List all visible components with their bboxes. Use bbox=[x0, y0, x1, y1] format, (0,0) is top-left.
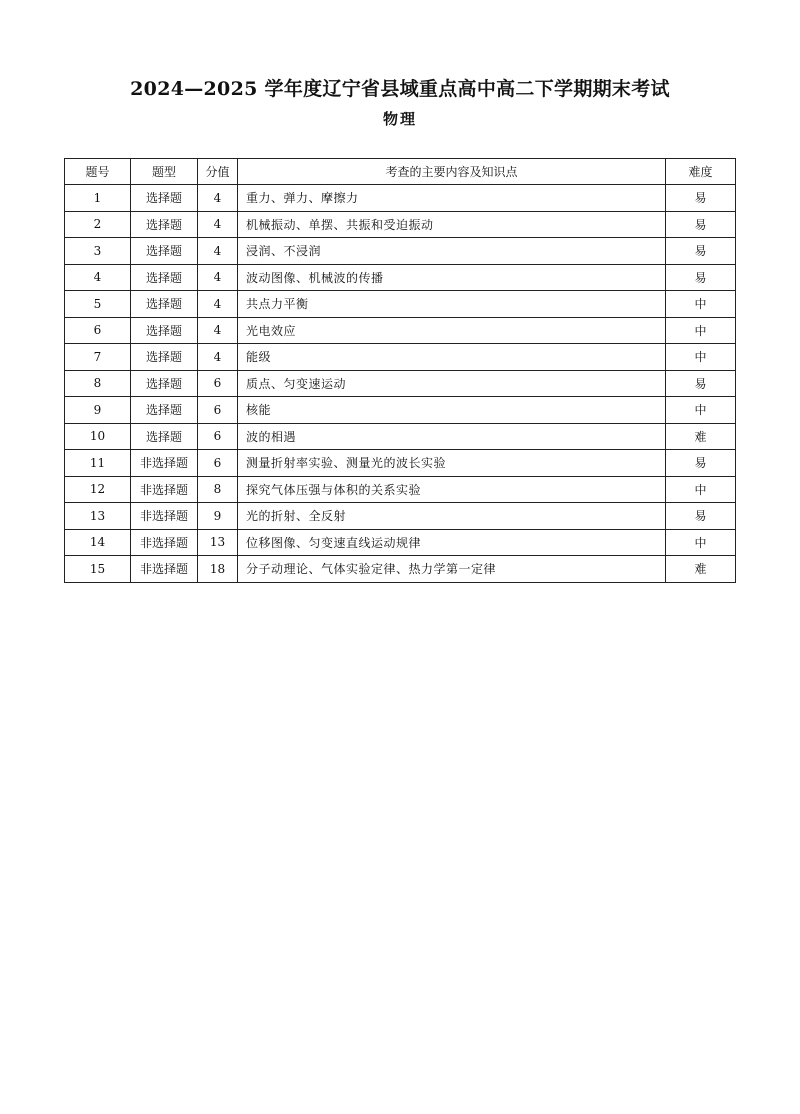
cell-difficulty: 中 bbox=[666, 291, 736, 318]
cell-score: 4 bbox=[198, 344, 238, 371]
table-row bbox=[65, 370, 736, 397]
cell-question-type: 非选择题 bbox=[131, 556, 198, 583]
exam-analysis-table bbox=[64, 158, 736, 583]
cell-content: 波的相遇 bbox=[238, 423, 666, 450]
table-row bbox=[65, 529, 736, 556]
cell-content: 光的折射、全反射 bbox=[238, 503, 666, 530]
table-row bbox=[65, 211, 736, 238]
cell-difficulty: 易 bbox=[666, 211, 736, 238]
cell-content: 测量折射率实验、测量光的波长实验 bbox=[238, 450, 666, 477]
cell-question-number: 9 bbox=[65, 397, 131, 424]
cell-score: 6 bbox=[198, 450, 238, 477]
cell-question-type: 非选择题 bbox=[131, 529, 198, 556]
cell-score: 8 bbox=[198, 476, 238, 503]
table-row bbox=[65, 556, 736, 583]
cell-question-number: 6 bbox=[65, 317, 131, 344]
table-row bbox=[65, 423, 736, 450]
cell-difficulty: 中 bbox=[666, 344, 736, 371]
table-body bbox=[65, 185, 736, 583]
cell-question-type: 选择题 bbox=[131, 185, 198, 212]
cell-question-type: 选择题 bbox=[131, 264, 198, 291]
cell-difficulty: 中 bbox=[666, 529, 736, 556]
cell-question-type: 非选择题 bbox=[131, 450, 198, 477]
cell-content: 共点力平衡 bbox=[238, 291, 666, 318]
cell-question-number: 5 bbox=[65, 291, 131, 318]
cell-score: 4 bbox=[198, 238, 238, 265]
cell-difficulty: 易 bbox=[666, 370, 736, 397]
cell-question-number: 8 bbox=[65, 370, 131, 397]
cell-question-type: 选择题 bbox=[131, 344, 198, 371]
cell-question-number: 1 bbox=[65, 185, 131, 212]
cell-score: 4 bbox=[198, 317, 238, 344]
cell-question-number: 3 bbox=[65, 238, 131, 265]
header-question-number: 题号 bbox=[65, 159, 131, 185]
cell-content: 质点、匀变速运动 bbox=[238, 370, 666, 397]
table-row bbox=[65, 238, 736, 265]
cell-score: 4 bbox=[198, 264, 238, 291]
table-header-row bbox=[65, 159, 736, 185]
cell-content: 能级 bbox=[238, 344, 666, 371]
cell-question-type: 选择题 bbox=[131, 317, 198, 344]
cell-score: 6 bbox=[198, 397, 238, 424]
cell-score: 13 bbox=[198, 529, 238, 556]
header-score: 分值 bbox=[198, 159, 238, 185]
cell-question-number: 15 bbox=[65, 556, 131, 583]
cell-difficulty: 难 bbox=[666, 423, 736, 450]
cell-score: 9 bbox=[198, 503, 238, 530]
cell-question-type: 选择题 bbox=[131, 397, 198, 424]
header-question-type: 题型 bbox=[131, 159, 198, 185]
cell-question-type: 选择题 bbox=[131, 423, 198, 450]
cell-content: 分子动理论、气体实验定律、热力学第一定律 bbox=[238, 556, 666, 583]
table-row bbox=[65, 185, 736, 212]
cell-question-number: 14 bbox=[65, 529, 131, 556]
table-row bbox=[65, 476, 736, 503]
cell-score: 4 bbox=[198, 185, 238, 212]
table-row bbox=[65, 397, 736, 424]
cell-difficulty: 中 bbox=[666, 476, 736, 503]
cell-score: 4 bbox=[198, 291, 238, 318]
cell-question-type: 非选择题 bbox=[131, 503, 198, 530]
cell-content: 位移图像、匀变速直线运动规律 bbox=[238, 529, 666, 556]
table-row bbox=[65, 503, 736, 530]
cell-question-number: 7 bbox=[65, 344, 131, 371]
cell-question-type: 选择题 bbox=[131, 291, 198, 318]
cell-difficulty: 易 bbox=[666, 238, 736, 265]
subject-title: 物理 bbox=[382, 110, 417, 128]
table-row bbox=[65, 291, 736, 318]
cell-question-number: 12 bbox=[65, 476, 131, 503]
header-difficulty: 难度 bbox=[666, 159, 736, 185]
cell-score: 6 bbox=[198, 423, 238, 450]
table-row bbox=[65, 344, 736, 371]
cell-score: 4 bbox=[198, 211, 238, 238]
cell-question-number: 4 bbox=[65, 264, 131, 291]
cell-content: 核能 bbox=[238, 397, 666, 424]
cell-difficulty: 易 bbox=[666, 264, 736, 291]
cell-content: 探究气体压强与体积的关系实验 bbox=[238, 476, 666, 503]
cell-difficulty: 易 bbox=[666, 185, 736, 212]
cell-difficulty: 难 bbox=[666, 556, 736, 583]
cell-score: 6 bbox=[198, 370, 238, 397]
cell-question-number: 11 bbox=[65, 450, 131, 477]
cell-difficulty: 中 bbox=[666, 317, 736, 344]
cell-difficulty: 易 bbox=[666, 503, 736, 530]
cell-question-type: 选择题 bbox=[131, 211, 198, 238]
cell-content: 重力、弹力、摩擦力 bbox=[238, 185, 666, 212]
cell-question-number: 13 bbox=[65, 503, 131, 530]
cell-question-type: 选择题 bbox=[131, 370, 198, 397]
cell-question-number: 2 bbox=[65, 211, 131, 238]
cell-content: 浸润、不浸润 bbox=[238, 238, 666, 265]
cell-content: 波动图像、机械波的传播 bbox=[238, 264, 666, 291]
cell-question-number: 10 bbox=[65, 423, 131, 450]
table-row bbox=[65, 450, 736, 477]
table-row bbox=[65, 317, 736, 344]
header-content: 考查的主要内容及知识点 bbox=[238, 159, 666, 185]
cell-question-type: 非选择题 bbox=[131, 476, 198, 503]
cell-difficulty: 易 bbox=[666, 450, 736, 477]
cell-content: 光电效应 bbox=[238, 317, 666, 344]
table-row bbox=[65, 264, 736, 291]
cell-content: 机械振动、单摆、共振和受迫振动 bbox=[238, 211, 666, 238]
cell-question-type: 选择题 bbox=[131, 238, 198, 265]
cell-score: 18 bbox=[198, 556, 238, 583]
page-title: 2024—2025 学年度辽宁省县域重点高中高二下学期期末考试 bbox=[130, 78, 670, 100]
cell-difficulty: 中 bbox=[666, 397, 736, 424]
